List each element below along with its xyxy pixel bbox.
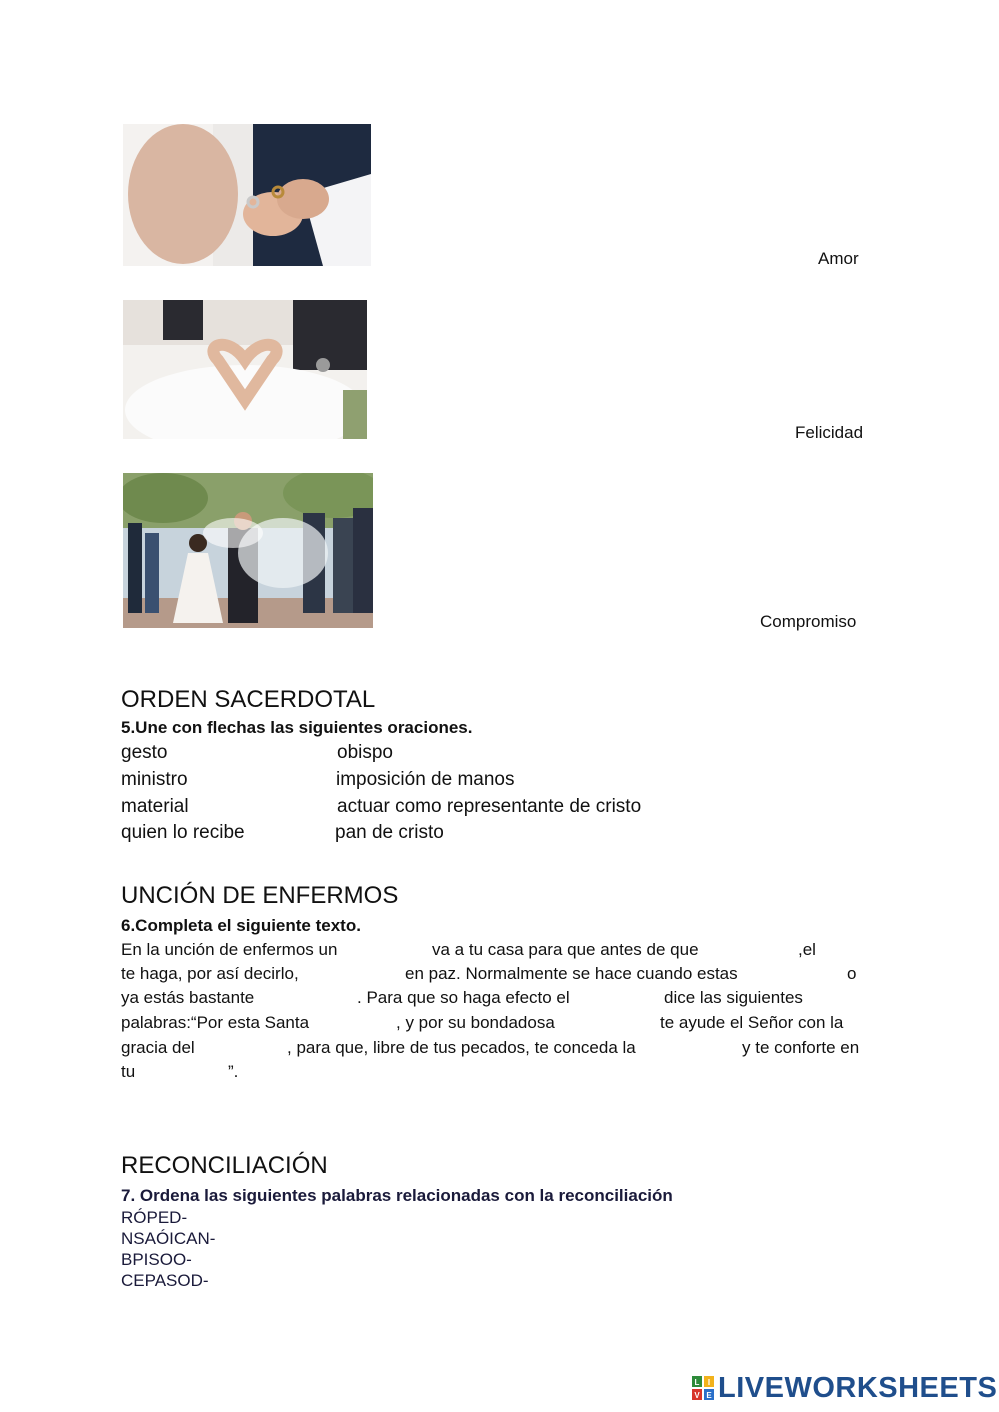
match-left[interactable]: quien lo recibe <box>121 822 245 843</box>
text-fragment: ,el <box>798 940 816 959</box>
scrambled-word[interactable]: CEPASOD- <box>121 1271 209 1290</box>
match-right[interactable]: obispo <box>337 742 393 763</box>
match-left[interactable]: material <box>121 796 189 817</box>
photo-wedding-rings <box>123 124 371 266</box>
match-row <box>121 769 721 793</box>
text-fragment: dice las siguientes <box>664 988 803 1007</box>
text-fragment: o <box>847 964 857 983</box>
fill-text-line <box>121 1062 881 1084</box>
match-row <box>121 822 721 846</box>
label-compromiso: Compromiso <box>760 612 857 631</box>
text-fragment: . Para que so haga efecto el <box>357 988 570 1007</box>
fill-text-line <box>121 1038 881 1060</box>
fill-text-line <box>121 940 881 962</box>
text-fragment: , y por su bondadosa <box>396 1013 555 1032</box>
text-fragment: , para que, libre de tus pecados, te conceda la <box>287 1038 636 1057</box>
text-fragment: en paz. Normalmente se hace cuando estas <box>405 964 738 983</box>
fill-text-line <box>121 988 881 1010</box>
match-row <box>121 742 721 766</box>
text-fragment: y te conforte en <box>742 1038 860 1057</box>
match-left[interactable]: ministro <box>121 769 188 790</box>
text-fragment: te haga, por así decirlo, <box>121 964 299 983</box>
photo-wedding-exit <box>123 473 373 628</box>
text-fragment: ya estás bastante <box>121 988 255 1007</box>
brand-name: LIVEWORKSHEETS <box>718 1371 998 1404</box>
fill-text-line <box>121 964 881 986</box>
section-title-reconciliacion: RECONCILIACIÓN <box>121 1152 328 1179</box>
instruction-6: 6.Completa el siguiente texto. <box>121 916 361 935</box>
match-right[interactable]: actuar como representante de cristo <box>337 796 642 817</box>
match-left[interactable]: gesto <box>121 742 168 763</box>
mark-letter: E <box>706 1391 712 1400</box>
fill-text-line <box>121 1013 881 1035</box>
photo-heart-hands <box>123 300 367 439</box>
text-fragment: gracia del <box>121 1038 195 1057</box>
label-amor: Amor <box>818 249 859 268</box>
text-fragment: te ayude el Señor con la <box>660 1013 844 1032</box>
liveworksheets-mark-icon <box>692 1376 714 1400</box>
match-right[interactable]: imposición de manos <box>336 769 515 790</box>
text-fragment: palabras:“Por esta Santa <box>121 1013 310 1032</box>
instruction-7: 7. Ordena las siguientes palabras relacionadas con la reconciliación <box>121 1186 673 1205</box>
scrambled-word[interactable]: NSAÓICAN- <box>121 1229 216 1248</box>
mark-letter: V <box>694 1391 700 1400</box>
liveworksheets-logo <box>692 1372 997 1404</box>
text-fragment: ”. <box>228 1062 239 1081</box>
match-row <box>121 796 721 820</box>
instruction-5: 5.Une con flechas las siguientes oraciones. <box>121 718 473 737</box>
mark-letter: L <box>694 1378 700 1387</box>
scrambled-word[interactable]: RÓPED- <box>121 1208 188 1227</box>
text-fragment: En la unción de enfermos un <box>121 940 338 959</box>
match-right[interactable]: pan de cristo <box>335 822 444 843</box>
text-fragment: va a tu casa para que antes de que <box>432 940 699 959</box>
section-title-orden: ORDEN SACERDOTAL <box>121 686 376 713</box>
label-felicidad: Felicidad <box>795 423 864 442</box>
text-fragment: tu <box>121 1062 136 1081</box>
scrambled-word[interactable]: BPISOO- <box>121 1250 192 1269</box>
section-title-uncion: UNCIÓN DE ENFERMOS <box>121 882 399 909</box>
mark-letter: I <box>707 1378 711 1387</box>
